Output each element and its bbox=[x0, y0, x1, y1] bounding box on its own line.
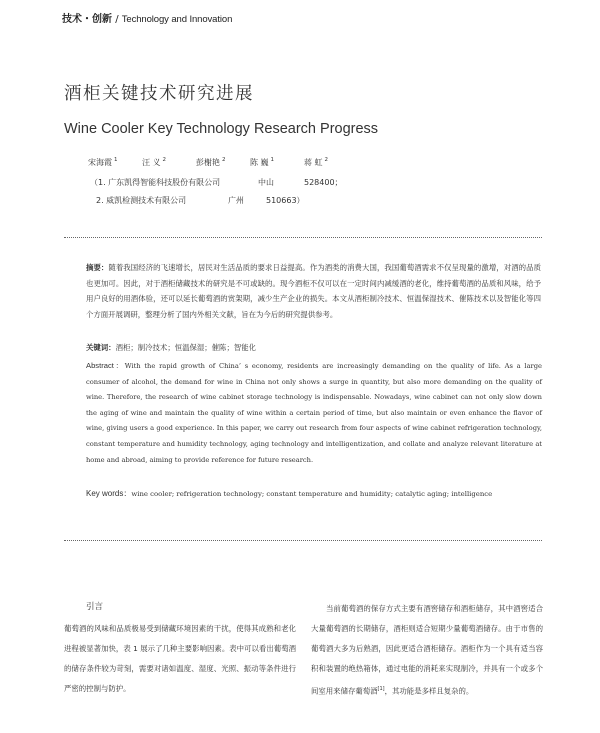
intro-left-column: 葡萄酒的风味和品质极易受到储藏环境因素的干扰，使得其成熟和老化进程被显著加快，表 1 展示了几种主要影响因素。表中可以看出葡萄酒的储存条件较为苛刻，需要对诸如温度、湿度、光照、振动等条件进行严密的控制与防护。 bbox=[64, 624, 296, 693]
keywords-label: 关键词： bbox=[86, 343, 116, 352]
divider bbox=[64, 540, 542, 541]
abstract-label: 摘要： bbox=[86, 263, 109, 272]
keywords-en-label: Key words： bbox=[86, 489, 132, 498]
author: 汪 义 $^2$ bbox=[142, 157, 167, 167]
running-header bbox=[62, 10, 232, 25]
paper-title-zh: 酒柜关键技术研究进展 bbox=[64, 84, 254, 104]
paper-title-en: Wine Cooler Key Technology Research Progress bbox=[64, 121, 379, 137]
keywords-en: Key words：wine cooler; refrigeration technology; constant temperature and humidity; catalytic aging; intelligence bbox=[86, 489, 493, 498]
citation: [1] bbox=[377, 686, 385, 692]
section-heading-intro: 引言 bbox=[86, 602, 104, 612]
author: 陈 巍 $^1$ bbox=[250, 157, 275, 167]
author: 蒋 虹 $^2$ bbox=[304, 157, 329, 167]
abstract-en-label: Abstract： bbox=[86, 361, 125, 370]
author: 宋海霞 $^1$ bbox=[88, 157, 118, 167]
section-label: 技术・创新 bbox=[62, 14, 112, 25]
intro-right-column: 当前葡萄酒的保存方式主要有酒窖储存和酒柜储存，其中酒窖适合大量葡萄酒的长期储存，酒柜则适合短期少量葡萄酒储存。由于市售的葡萄酒大多为后熟酒，因此更适合酒柜储存。酒柜作为一个具有适当容积和装置的绝热箱体，通过电能的消耗来实现制冷，并具有一个或多个间室用来储存葡萄酒[1]，其功能是多样且复杂的。 bbox=[311, 604, 543, 696]
abstract-zh: 摘要：随着我国经济的飞速增长，居民对生活品质的要求日益提高。作为酒类的消费大国，我国葡萄酒需求不仅呈现量的激增，对酒的品质也更加可。因此，对于酒柜储藏技术的研究是不可或缺的。现今酒柜不仅可以在一定时间内减缓酒的老化，维持葡萄酒的品质和风味，给予用户良好的用酒体验，还可以延长葡萄酒的赏架期，减少生产企业的损失。本文从酒柜制冷技术、恒温保湿技术、催陈技术以及智能化等四个方面开展调研，整理分析了国内外相关文献，旨在为今后的研究提供参考。 bbox=[86, 263, 541, 319]
abstract-en: Abstract：With the rapid growth of China’ s economy, residents are increasingly demanding on the quality of life. As a large consumer of alcohol, the demand for wine in China not only shows a surge in quantity, but also more demanding on the quality of wine. Therefore, the research of wine cabinet storage technology is indispensable. Nowadays, wine cabinet can not only slow down the aging of wine and maintain the quality of wine within a certain period of time, but also maintain or even enhance the flavor of wine, giving users a good experience. In this paper, we carry out research from four aspects of wine cabinet refrigeration technology, constant temperature and humidity technology, aging technology and intelligentization, and collate and analyze relevant literature at home and abroad, aiming to provide reference for future research. bbox=[86, 361, 542, 464]
keywords-zh: 关键词：酒柜；制冷技术；恒温保湿；催陈；智能化 bbox=[86, 343, 257, 352]
author: 彭榭艳 $^2$ bbox=[196, 157, 226, 167]
header-separator: / bbox=[115, 14, 119, 25]
divider bbox=[64, 237, 542, 238]
section-label-en: Technology and Innovation bbox=[121, 14, 233, 25]
